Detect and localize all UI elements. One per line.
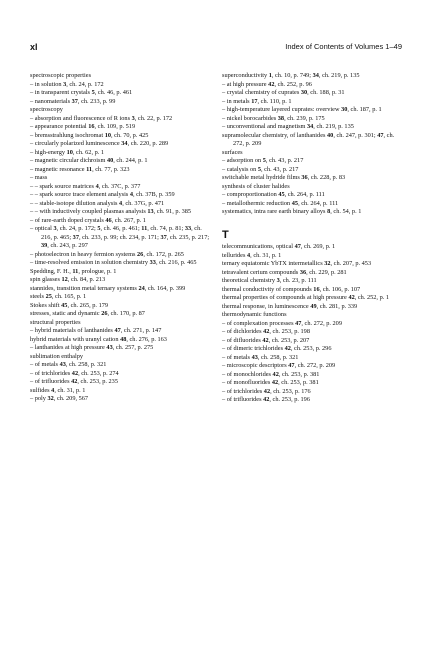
volume-number: 5	[262, 157, 266, 164]
volume-number: 1	[268, 72, 272, 79]
entry-text: , prologue, p. 1	[78, 267, 117, 275]
volume-number: 10	[104, 131, 111, 139]
index-entry	[30, 387, 210, 396]
entry-text: , ch. 164, p. 399	[144, 284, 186, 292]
volume-number: 16	[88, 123, 95, 130]
entry-text: , ch. 170, p. 87	[107, 310, 145, 317]
entry-text: , ch. 253, p. 381	[278, 370, 320, 378]
index-entry	[30, 327, 210, 336]
volume-number: 25	[45, 293, 52, 300]
entry-text: , ch. 272, p. 209	[301, 319, 342, 327]
volume-number: 49	[310, 302, 317, 310]
index-entry	[30, 123, 210, 132]
index-entry	[30, 115, 210, 124]
entry-text: , ch. 24, p. 172	[66, 80, 104, 88]
volume-number: 42	[348, 294, 355, 301]
entry-text: thermal conductivity of compounds	[222, 285, 314, 293]
entry-text: synthesis of cluster halides	[222, 182, 290, 190]
entry-text: , ch. 235, p. 217;	[166, 233, 210, 241]
entry-text: – at high pressure	[222, 80, 269, 88]
index-entry	[30, 302, 210, 311]
volume-number: 37	[160, 233, 167, 241]
volume-number: 37	[72, 233, 79, 241]
volume-number: 3	[63, 80, 67, 88]
entry-text: – crystal chemistry of cuprates	[222, 89, 301, 96]
entry-text: , ch. 276, p. 163	[126, 335, 167, 343]
entry-text: , ch. 23, p. 111	[279, 277, 317, 284]
entry-text: , ch. 46, p. 461	[94, 89, 133, 96]
entry-text: , ch. 253, p. 176	[270, 387, 311, 395]
entry-text: , ch. 253, p. 207	[268, 336, 310, 344]
entry-text: thermal properties of compounds at high pressure	[222, 294, 349, 301]
volume-number: 36	[301, 174, 308, 181]
index-entry	[222, 157, 402, 166]
entry-text: , ch. 220, p. 289	[127, 140, 169, 147]
volume-number: 46	[105, 216, 112, 224]
entry-text: – – spark source matrices	[30, 182, 96, 190]
volume-number: 42	[71, 378, 78, 385]
entry-text: , ch. 219, p. 135	[318, 72, 360, 79]
index-entry	[30, 225, 210, 251]
section-letter: T	[222, 229, 229, 241]
volume-number: 5	[97, 225, 101, 232]
index-entry	[222, 354, 402, 363]
volume-number: 42	[71, 369, 79, 377]
volume-number: 30	[300, 89, 308, 96]
entry-text: , ch. 219, p. 135	[313, 123, 354, 130]
volume-number: 3	[53, 225, 57, 232]
entry-text: – magnetic circular dichroism	[30, 157, 107, 164]
entry-text: – bremsstrahlung isochromat	[30, 131, 105, 139]
entry-text: superconductivity	[222, 72, 269, 79]
entry-text: – – spark source trace element analysis	[30, 191, 130, 198]
index-entry	[30, 72, 210, 81]
entry-text: – nanomaterials	[30, 97, 72, 105]
entry-text: – of complexation processes	[222, 319, 296, 327]
entry-text: , ch. 188, p. 31	[307, 89, 345, 96]
entry-text: – poly	[30, 395, 48, 402]
entry-text: surfaces	[222, 148, 243, 156]
entry-text: theoretical chemistry	[222, 277, 277, 284]
volume-number: 34	[307, 123, 314, 130]
entry-text: , ch. 216, p. 465;	[41, 225, 202, 241]
entry-text: supramolecular chemistry, of lanthanides	[222, 131, 328, 139]
volume-number: 17	[251, 97, 258, 105]
volume-number: 26	[137, 250, 144, 258]
index-group-s	[222, 72, 402, 217]
volume-number: 34	[312, 72, 319, 79]
index-entry	[30, 353, 210, 362]
index-entry	[30, 191, 210, 200]
entry-text: , ch. 22, p. 172	[134, 114, 173, 122]
entry-text: , ch. 257, p. 275	[112, 344, 154, 351]
entry-text: – catalysis on	[222, 165, 258, 173]
index-entry	[30, 183, 210, 192]
entry-text: – photoelectron in heavy fermion systems	[30, 250, 138, 258]
volume-number: 4	[95, 182, 99, 190]
entry-text: , ch. 46, p. 461;	[100, 225, 142, 232]
entry-text: – microscopic descriptors	[222, 362, 289, 369]
entry-text: , ch. 84, p. 213	[67, 276, 106, 283]
index-entry	[222, 132, 402, 149]
volume-number: 30	[341, 106, 348, 113]
entry-text: , ch. 70, p. 425	[110, 131, 149, 139]
index-entry	[30, 361, 210, 370]
entry-text: tetravalent cerium compounds	[222, 268, 300, 276]
volume-number: 42	[272, 370, 279, 378]
index-entry	[222, 303, 402, 312]
volume-number: 12	[61, 276, 68, 283]
entry-text: , ch. 106, p. 107	[319, 285, 361, 293]
volume-number: 43	[59, 361, 66, 368]
entry-text: – of rare-earth doped crystals	[30, 216, 106, 224]
volume-number: 48	[120, 335, 127, 343]
entry-text: , ch. 272, p. 209	[233, 131, 395, 147]
entry-text: , ch. 243, p. 297	[47, 242, 88, 249]
entry-text: , ch. 24, p. 172;	[56, 225, 98, 232]
page-number: xl	[30, 42, 38, 52]
entry-text: , ch. 272, p. 209	[294, 362, 336, 369]
index-entry	[222, 328, 402, 337]
index-entry	[30, 200, 210, 209]
entry-text: , ch. 252, p. 1	[354, 294, 390, 301]
entry-text: sublimation enthalpy	[30, 352, 83, 360]
volume-number: 3	[131, 114, 135, 122]
volume-number: 38	[277, 114, 285, 122]
entry-text: switchable metal hydride films	[222, 174, 302, 181]
index-entry	[30, 378, 210, 387]
entry-text: , ch. 187, p. 1	[347, 106, 382, 113]
index-entry	[30, 344, 210, 353]
index-entry	[222, 379, 402, 388]
volume-number: 37	[71, 97, 78, 105]
volume-number: 26	[101, 310, 108, 317]
entry-text: – high-energy	[30, 148, 67, 156]
volume-number: 40	[327, 131, 334, 139]
entry-text: , ch. 62, p. 1	[72, 148, 105, 156]
entry-text: , ch. 253, p. 274	[78, 369, 119, 377]
entry-text: – nickel borocarbides	[222, 114, 278, 122]
volume-number: 42	[262, 336, 269, 344]
volume-number: 45	[291, 199, 299, 207]
entry-text: – metallothermic reduction	[222, 199, 292, 207]
index-entry	[30, 166, 210, 175]
entry-text: , ch. 271, p. 147	[120, 327, 162, 334]
entry-text: , ch. 233, p. 99	[77, 97, 116, 105]
index-entry	[222, 115, 402, 124]
index-entry	[30, 285, 210, 294]
volume-number: 40	[106, 157, 114, 164]
entry-text: thermodynamic functions	[222, 311, 287, 318]
entry-text: – magnetic resonance	[30, 165, 87, 173]
index-entry	[222, 191, 402, 200]
entry-text: – unconventional and magnetism	[222, 123, 307, 130]
volume-number: 47	[295, 319, 302, 327]
index-entry	[30, 276, 210, 285]
index-entry	[30, 140, 210, 149]
entry-text: , ch. 233, p. 99; ch. 234, p. 171;	[78, 233, 161, 241]
entry-text: Spedding, F. H.,	[30, 267, 73, 275]
entry-text: thermal response, in luminescence	[222, 302, 311, 310]
volume-number: 11	[72, 267, 79, 275]
entry-text: – circularly polarized luminescence	[30, 140, 122, 147]
entry-text: , ch. 209, 567	[53, 395, 89, 402]
volume-number: 42	[271, 379, 279, 386]
volume-number: 3	[276, 277, 280, 284]
running-title: Index of Contents of Volumes 1–49	[285, 42, 402, 51]
entry-text: , ch. 265, p. 179	[67, 301, 109, 309]
index-entry	[222, 183, 402, 192]
entry-text: – mass	[30, 174, 48, 181]
volume-number: 47	[114, 327, 121, 334]
volume-number: 42	[263, 328, 270, 335]
entry-text: – in metals	[222, 97, 252, 105]
volume-number: 42	[263, 396, 270, 403]
index-entry	[222, 106, 402, 115]
index-entry	[222, 269, 402, 278]
entry-text: – of monofluorides	[222, 379, 272, 386]
entry-text: – – stable-isotope dilution analysis	[30, 199, 120, 207]
entry-text: stannides, transition metal ternary systems	[30, 284, 139, 292]
entry-text: , ch. 281, p. 339	[316, 302, 358, 310]
entry-text: , ch. 54, p. 1	[330, 208, 362, 215]
index-entry	[30, 132, 210, 141]
index-entry	[30, 89, 210, 98]
index-entry	[222, 260, 402, 269]
entry-text: , ch. 253, p. 381	[278, 379, 319, 386]
volume-number: 8	[327, 208, 331, 215]
entry-text: , ch. 37B, p. 359	[133, 191, 175, 198]
index-entry	[30, 149, 210, 158]
volume-number: 10	[66, 148, 73, 156]
entry-text: spectroscopic properties	[30, 72, 92, 79]
entry-text: , ch. 207, p. 453	[330, 260, 372, 267]
entry-text: – in solution	[30, 80, 64, 88]
entry-text: , ch. 258, p. 321	[257, 353, 299, 361]
entry-text: – of trifluorides	[222, 396, 264, 403]
index-entry	[222, 294, 402, 303]
index-column-left	[30, 72, 210, 404]
volume-number: 47	[288, 362, 295, 369]
index-entry	[30, 310, 210, 319]
entry-text: – high-temperature layered cuprates: overview	[222, 106, 342, 113]
entry-text: spectroscopy	[30, 106, 63, 113]
index-entry	[222, 337, 402, 346]
index-entry	[30, 336, 210, 345]
volume-number: 39	[41, 242, 48, 249]
entry-text: , ch. 264, p. 111	[284, 191, 325, 198]
entry-text: , ch. 269, p. 1	[300, 243, 336, 250]
entry-text: , ch. 244, p. 1	[113, 157, 148, 164]
index-entry	[222, 277, 402, 286]
index-entry	[222, 81, 402, 90]
index-entry	[222, 320, 402, 329]
entry-text: – adsorption on	[222, 157, 263, 164]
volume-number: 33	[184, 225, 192, 232]
entry-text: – hybrid materials of lanthanides	[30, 327, 115, 334]
entry-text: , ch. 109, p. 519	[94, 123, 136, 130]
volume-number: 4	[129, 191, 133, 198]
entry-text: sulfides	[30, 386, 52, 394]
index-entry	[222, 252, 402, 261]
volume-number: 4	[51, 386, 55, 394]
entry-text: , ch. 37C, p. 377	[98, 182, 141, 190]
index-entry	[222, 174, 402, 183]
volume-number: 34	[121, 140, 128, 147]
volume-number: 42	[284, 345, 291, 352]
entry-text: – appearance potential	[30, 123, 89, 130]
index-entry	[222, 371, 402, 380]
index-entry	[222, 345, 402, 354]
entry-text: , ch. 253, p. 235	[77, 378, 118, 385]
volume-number: 45	[61, 301, 68, 309]
index-entry	[30, 208, 210, 217]
volume-number: 5	[257, 165, 262, 173]
entry-text: – in transparent crystals	[30, 89, 92, 96]
entry-text: , ch. 165, p. 1	[51, 293, 87, 300]
entry-text: , ch. 267, p. 1	[111, 216, 146, 224]
entry-text: , ch. 247, p. 301;	[333, 131, 378, 139]
entry-text: – of trichlorides	[222, 387, 264, 395]
entry-text: , ch. 91, p. 385	[153, 208, 192, 215]
volume-number: 45	[278, 191, 285, 198]
index-entry	[222, 388, 402, 397]
volume-number: 5	[91, 89, 95, 96]
entry-text: tellurides	[222, 251, 248, 259]
entry-text: , ch. 43, p. 217	[261, 165, 299, 173]
entry-text: – of metals	[30, 361, 60, 368]
volume-number: 11	[141, 225, 148, 232]
volume-number: 33	[149, 259, 156, 266]
volume-number: 13	[147, 208, 154, 215]
index-entry	[222, 89, 402, 98]
index-entry	[222, 208, 402, 217]
entry-text: – of dimeric trichlorides	[222, 345, 285, 352]
entry-text: steels	[30, 293, 46, 300]
entry-text: – lanthanides at high pressure	[30, 344, 107, 351]
index-entry	[222, 243, 402, 252]
entry-text: – optical	[30, 225, 54, 232]
entry-text: , ch. 43, p. 217	[265, 157, 304, 164]
entry-text: spin glasses	[30, 276, 62, 283]
index-entry	[30, 251, 210, 260]
entry-text: , ch. 253, p. 296	[290, 345, 332, 352]
volume-number: 36	[299, 268, 307, 276]
entry-text: , ch. 253, p. 196	[269, 396, 310, 403]
volume-number: 42	[263, 387, 271, 395]
index-entry	[222, 311, 402, 320]
entry-text: Stokes shift	[30, 301, 62, 309]
index-entry	[30, 106, 210, 115]
entry-text: , ch. 31, p. 1	[54, 386, 86, 394]
entry-text: stresses, static and dynamic	[30, 310, 102, 317]
entry-text: , ch. 264, p. 111	[298, 199, 339, 207]
section-gap	[222, 217, 402, 226]
entry-text: , ch. 37G, p. 471	[122, 199, 165, 207]
index-entry	[30, 81, 210, 90]
index-entry	[222, 149, 402, 158]
index-entry	[30, 174, 210, 183]
entry-text: – of trifluorides	[30, 378, 72, 385]
entry-text: – time-resolved emission in solution chemistry	[30, 259, 150, 266]
index-entry	[30, 395, 210, 404]
entry-text: , ch. 253, p. 198	[269, 328, 310, 335]
entry-text: – – with inductively coupled plasmas analysis	[30, 208, 148, 215]
entry-text: , ch. 74, p. 81;	[147, 225, 185, 232]
entry-text: , ch. 239, p. 175	[284, 114, 325, 122]
entry-text: , ch. 77, p. 323	[92, 165, 130, 173]
index-column-right	[222, 72, 402, 405]
entry-text: , ch. 10, p. 749;	[271, 72, 313, 79]
volume-number: 47	[377, 131, 384, 139]
index-entry	[222, 166, 402, 175]
index-entry	[222, 98, 402, 107]
volume-number: 32	[47, 395, 54, 402]
index-entry	[30, 157, 210, 166]
index-entry	[30, 319, 210, 328]
index-entry	[30, 268, 210, 277]
index-entry	[222, 362, 402, 371]
entry-text: , ch. 216, p. 465	[155, 259, 197, 266]
volume-number: 11	[86, 165, 93, 173]
volume-number: 4	[119, 199, 123, 207]
entry-text: , ch. 110, p. 1	[257, 97, 292, 105]
entry-text: – absorption and fluorescence of R ions	[30, 114, 132, 122]
index-entry	[222, 396, 402, 405]
entry-text: ternary equiatomic YbTX intermetallics	[222, 260, 325, 267]
entry-text: structural properties	[30, 318, 81, 326]
index-entry	[222, 286, 402, 295]
index-entry	[30, 98, 210, 107]
index-entry	[222, 72, 402, 81]
volume-number: 43	[106, 344, 113, 351]
entry-text: , ch. 31, p. 1	[250, 251, 282, 259]
index-group-t	[222, 243, 402, 405]
entry-text: – of dichlorides	[222, 328, 264, 335]
entry-text: , ch. 172, p. 265	[143, 250, 184, 258]
entry-text: systematics, intra rare earth binary alloys	[222, 208, 328, 215]
entry-text: , ch. 228, p. 83	[307, 174, 346, 181]
index-entry	[30, 217, 210, 226]
volume-number: 32	[324, 260, 331, 267]
index-entry	[30, 293, 210, 302]
entry-text: – of difluorides	[222, 336, 263, 344]
volume-number: 42	[268, 80, 275, 88]
entry-text: , ch. 252, p. 96	[274, 80, 312, 88]
volume-number: 47	[294, 243, 301, 250]
entry-text: hybrid materials with uranyl cation	[30, 335, 121, 343]
volume-number: 16	[313, 285, 320, 293]
entry-text: – of monochlorides	[222, 370, 273, 378]
volume-number: 43	[251, 353, 258, 361]
entry-text: telecommunications, optical	[222, 243, 295, 250]
index-entry	[222, 200, 402, 209]
index-entry	[30, 370, 210, 379]
volume-number: 24	[138, 284, 145, 292]
volume-number: 4	[247, 251, 251, 259]
entry-text: , ch. 229, p. 281	[306, 268, 347, 276]
entry-text: , ch. 258, p. 321	[65, 361, 107, 368]
index-entry	[222, 123, 402, 132]
entry-text: – comproportionation	[222, 191, 279, 198]
entry-text: – of trichlorides	[30, 369, 72, 377]
entry-text: – of metals	[222, 353, 252, 361]
index-entry	[30, 259, 210, 268]
